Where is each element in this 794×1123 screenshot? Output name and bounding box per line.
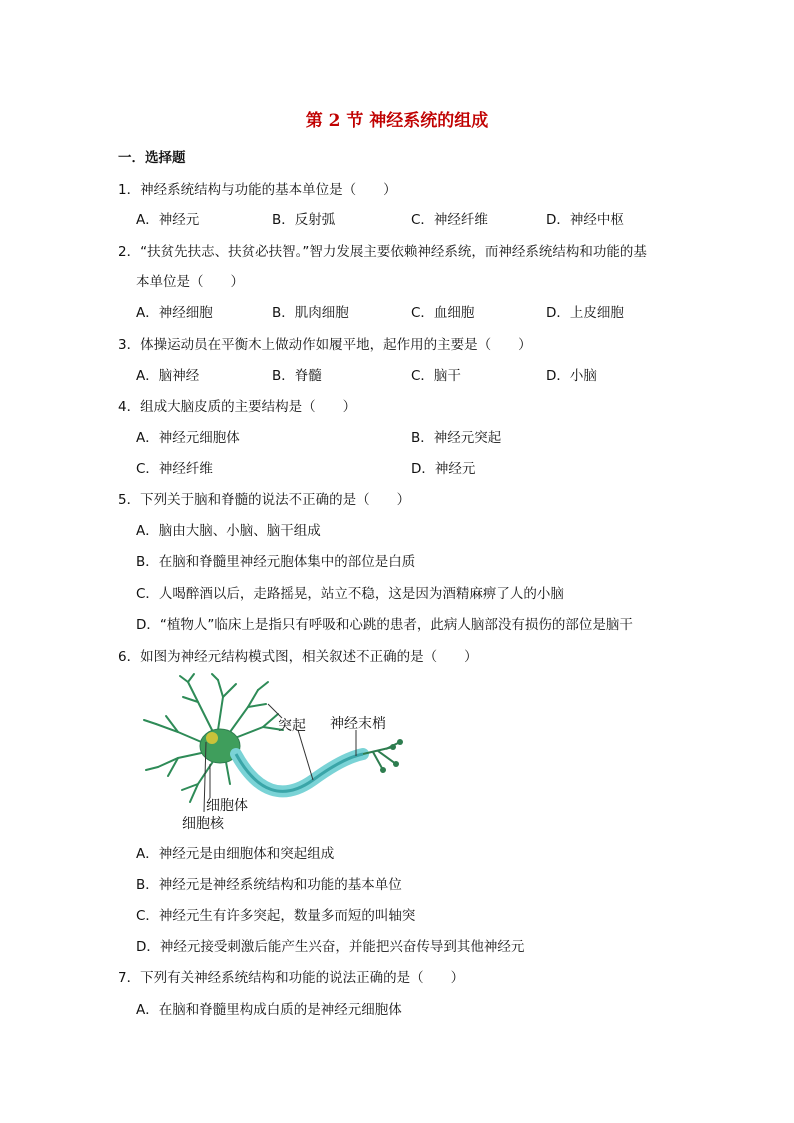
q6-option-b[interactable]: B．神经元是神经系统结构和功能的基本单位: [136, 877, 402, 893]
label-cell-body: 细胞体: [206, 798, 248, 814]
section-heading: 一．选择题: [118, 150, 186, 166]
q5-option-b[interactable]: B．在脑和脊髓里神经元胞体集中的部位是白质: [136, 554, 416, 570]
q6-option-a[interactable]: A．神经元是由细胞体和突起组成: [136, 846, 335, 862]
question-1-stem: 1．神经系统结构与功能的基本单位是（ ）: [118, 182, 397, 198]
q1-option-b[interactable]: B．反射弧: [272, 212, 336, 228]
q3-option-a[interactable]: A．脑神经: [136, 368, 200, 384]
q3-option-c[interactable]: C．脑干: [411, 368, 461, 384]
q4-option-d[interactable]: D．神经元: [411, 461, 476, 477]
q2-option-b[interactable]: B．肌肉细胞: [272, 305, 349, 321]
cell-nucleus: [206, 732, 218, 744]
question-6-stem: 6．如图为神经元结构模式图，相关叙述不正确的是（ ）: [118, 649, 478, 665]
label-nerve-ending: 神经末梢: [330, 716, 386, 732]
question-7-stem: 7．下列有关神经系统结构和功能的说法正确的是（ ）: [118, 970, 465, 986]
q3-option-d[interactable]: D．小脑: [546, 368, 597, 384]
q7-option-a[interactable]: A．在脑和脊髓里构成白质的是神经元细胞体: [136, 1002, 402, 1018]
neuron-illustration: [138, 672, 418, 832]
neuron-diagram: [138, 672, 418, 832]
question-4-stem: 4．组成大脑皮质的主要结构是（ ）: [118, 399, 357, 415]
question-2-stem: 2．“扶贫先扶志、扶贫必扶智。”智力发展主要依赖神经系统，而神经系统结构和功能的基: [118, 244, 647, 260]
q4-option-b[interactable]: B．神经元突起: [411, 430, 502, 446]
q3-option-b[interactable]: B．脊髓: [272, 368, 322, 384]
question-5-stem: 5．下列关于脑和脊髓的说法不正确的是（ ）: [118, 492, 411, 508]
q4-option-c[interactable]: C．神经纤维: [136, 461, 213, 477]
question-3-stem: 3．体操运动员在平衡木上做动作如履平地，起作用的主要是（ ）: [118, 337, 532, 353]
q6-option-d[interactable]: D．神经元接受刺激后能产生兴奋，并能把兴奋传导到其他神经元: [136, 939, 525, 955]
q1-option-c[interactable]: C．神经纤维: [411, 212, 488, 228]
q2-option-d[interactable]: D．上皮细胞: [546, 305, 624, 321]
page-title: 第 2 节 神经系统的组成: [305, 111, 489, 131]
label-process: 突起: [278, 718, 306, 734]
q5-option-a[interactable]: A．脑由大脑、小脑、脑干组成: [136, 523, 321, 539]
q4-option-a[interactable]: A．神经元细胞体: [136, 430, 240, 446]
q1-option-a[interactable]: A．神经元: [136, 212, 200, 228]
q2-option-c[interactable]: C．血细胞: [411, 305, 475, 321]
q2-option-a[interactable]: A．神经细胞: [136, 305, 213, 321]
q5-option-d[interactable]: D．“植物人”临床上是指只有呼吸和心跳的患者，此病人脑部没有损伤的部位是脑干: [136, 617, 633, 633]
q1-option-d[interactable]: D．神经中枢: [546, 212, 624, 228]
q6-option-c[interactable]: C．神经元生有许多突起，数量多而短的叫轴突: [136, 908, 416, 924]
question-2-stem-cont: 本单位是（ ）: [136, 274, 244, 290]
label-cell-nucleus: 细胞核: [182, 816, 224, 832]
q5-option-c[interactable]: C．人喝醉酒以后，走路摇晃，站立不稳，这是因为酒精麻痹了人的小脑: [136, 586, 564, 602]
